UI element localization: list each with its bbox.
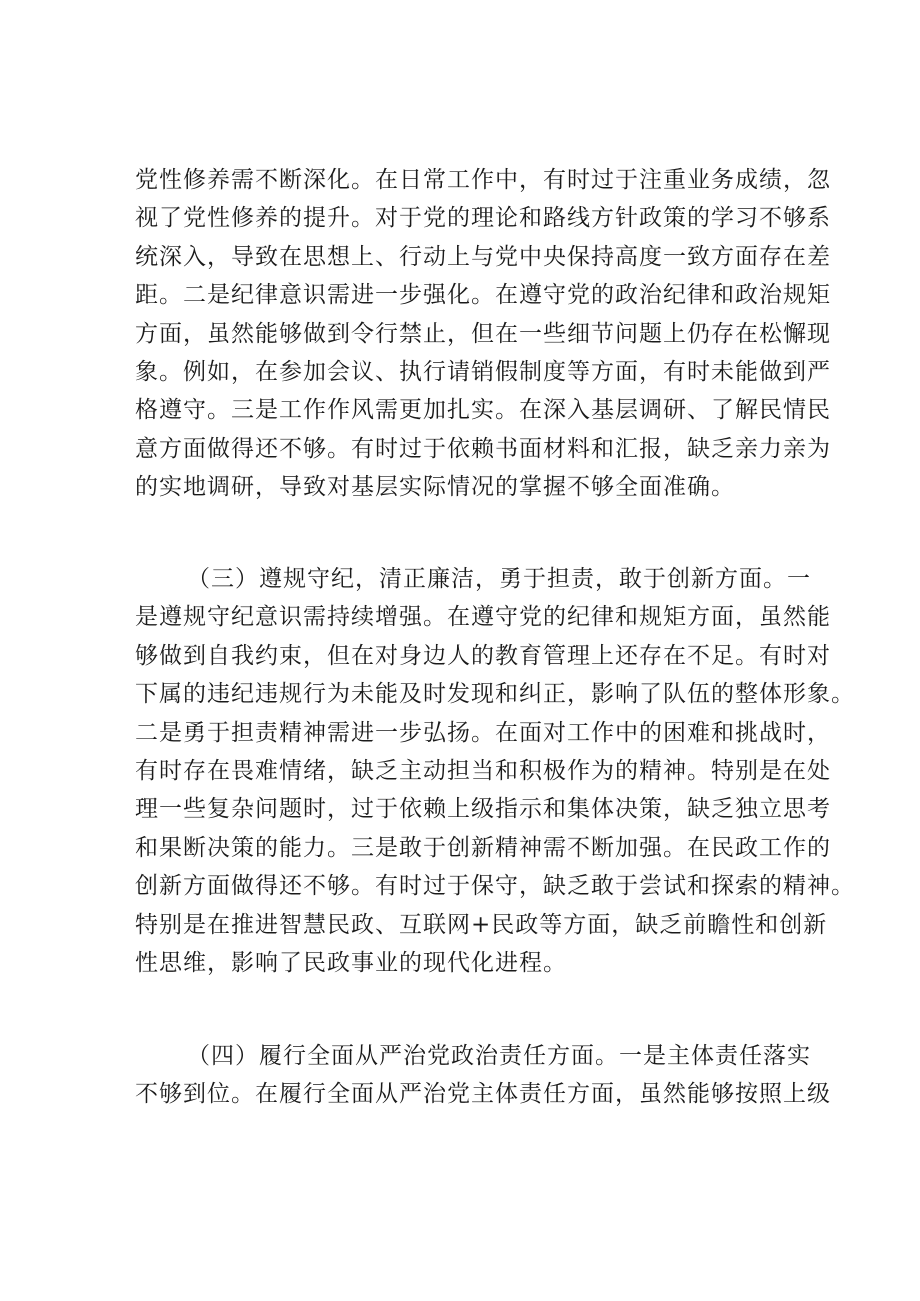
text-line: 党性修养需不断深化。在日常工作中，有时过于注重业务成绩，忽 <box>135 167 831 193</box>
text-line: 象。例如，在参加会议、执行请销假制度等方面，有时未能做到严 <box>135 358 831 385</box>
text-line: 是遵规守纪意识需持续增强。在遵守党的纪律和规矩方面，虽然能 <box>135 604 831 631</box>
text-line: 的实地调研，导致对基层实际情况的掌握不够全面准确。 <box>135 474 735 501</box>
text-line: 不够到位。在履行全面从严治党主体责任方面，虽然能够按照上级 <box>135 1081 831 1108</box>
text-line: 统深入，导致在思想上、行动上与党中央保持高度一致方面存在差 <box>135 243 831 270</box>
text-line: 有时存在畏难情绪，缺乏主动担当和积极作为的精神。特别是在处 <box>135 757 831 784</box>
paragraph-party-discipline <box>135 161 831 507</box>
text-line: 特别是在推进智慧民政、互联网+民政等方面，缺乏前瞻性和创新 <box>135 911 828 938</box>
text-line-heading: （三）遵规守纪，清正廉洁，勇于担责，敢于创新方面。一 <box>187 566 811 592</box>
text-line: 下属的违纪违规行为未能及时发现和纠正，影响了队伍的整体形象。 <box>135 681 855 708</box>
text-line: 方面，虽然能够做到令行禁止，但在一些细节问题上仍存在松懈现 <box>135 320 831 347</box>
text-line: 理一些复杂问题时，过于依赖上级指示和集体决策，缺乏独立思考 <box>135 796 831 823</box>
text-line: 和果断决策的能力。三是敢于创新精神需不断加强。在民政工作的 <box>135 834 831 861</box>
text-line: 性思维，影响了民政事业的现代化进程。 <box>135 949 567 976</box>
paragraph-section-four <box>135 1037 831 1114</box>
text-line: 意方面做得还不够。有时过于依赖书面材料和汇报，缺乏亲力亲为 <box>135 435 831 462</box>
text-line-heading: （四）履行全面从严治党政治责任方面。一是主体责任落实 <box>187 1043 811 1069</box>
text-line: 创新方面做得还不够。有时过于保守，缺乏敢于尝试和探索的精神。 <box>135 873 855 900</box>
text-line: 二是勇于担责精神需进一步弘扬。在面对工作中的困难和挑战时， <box>135 719 831 746</box>
paragraph-section-three <box>135 560 855 982</box>
text-line: 格遵守。三是工作作风需更加扎实。在深入基层调研、了解民情民 <box>135 397 831 424</box>
text-line: 够做到自我约束，但在对身边人的教育管理上还存在不足。有时对 <box>135 642 831 669</box>
text-line: 视了党性修养的提升。对于党的理论和路线方针政策的学习不够系 <box>135 205 831 232</box>
text-line: 距。二是纪律意识需进一步强化。在遵守党的政治纪律和政治规矩 <box>135 282 831 309</box>
